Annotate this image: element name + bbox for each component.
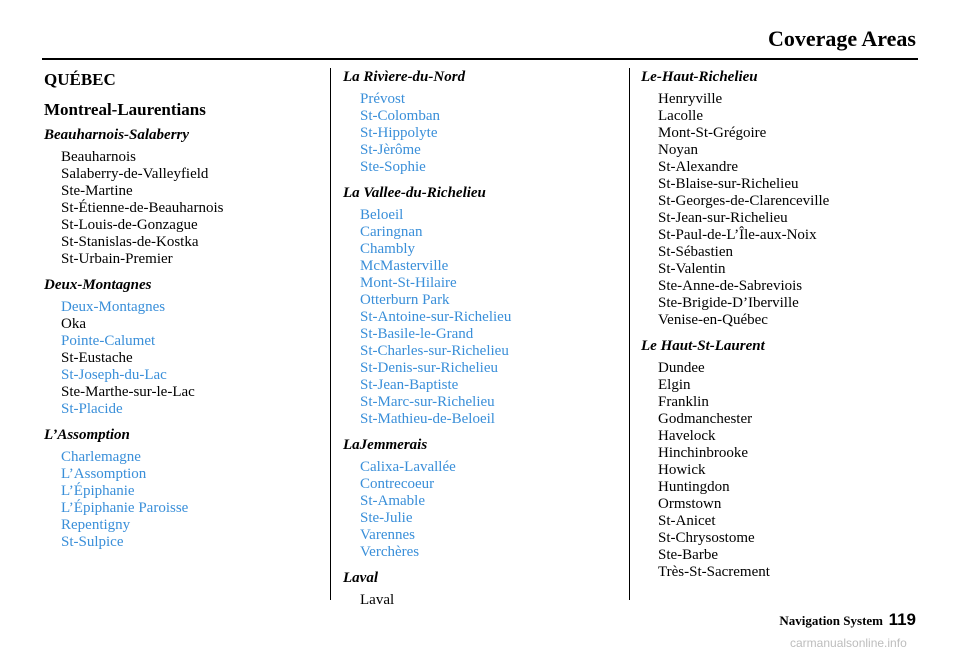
- place-name: Chambly: [360, 241, 415, 257]
- column-divider-2: [629, 68, 630, 600]
- place-name: St-Joseph-du-Lac: [61, 367, 167, 383]
- area-section: [44, 426, 324, 551]
- place-name: Venise-en-Québec: [658, 312, 768, 328]
- place-name: L’Assomption: [61, 466, 147, 482]
- place-name: St-Blaise-sur-Richelieu: [658, 176, 799, 192]
- place-name: Elgin: [658, 377, 691, 393]
- place-name: Deux-Montagnes: [61, 299, 166, 315]
- place-name: Pointe-Calumet: [61, 333, 156, 349]
- area-section: [343, 184, 623, 428]
- place-list: [61, 449, 324, 551]
- place-name: Ste-Sophie: [360, 159, 426, 175]
- section-title: Le Haut-St-Laurent: [641, 338, 765, 354]
- place-name: Otterburn Park: [360, 292, 450, 308]
- place-name: St-Basile-le-Grand: [360, 326, 474, 342]
- place-name: Salaberry-de-Valleyfield: [61, 166, 209, 182]
- place-list: [360, 91, 623, 176]
- place-name: McMasterville: [360, 258, 449, 274]
- place-name: Havelock: [658, 428, 716, 444]
- place-name: Verchères: [360, 544, 420, 560]
- place-name: Prévost: [360, 91, 405, 107]
- section-title: La Rivìere-du-Nord: [343, 69, 466, 85]
- place-name: St-Sulpice: [61, 534, 124, 550]
- place-name: St-Marc-sur-Richelieu: [360, 394, 495, 410]
- column-3-sections: [641, 68, 931, 581]
- place-name: Contrecoeur: [360, 476, 435, 492]
- place-name: Beauharnois: [61, 149, 136, 165]
- place-name: Ste-Martine: [61, 183, 133, 199]
- column-2: [343, 68, 623, 617]
- region-heading: Montreal-Laurentians: [44, 100, 206, 119]
- area-section: [343, 436, 623, 561]
- footer-label: Navigation System: [779, 613, 883, 628]
- section-title: Laval: [343, 570, 378, 586]
- place-name: St-Jèrôme: [360, 142, 421, 158]
- place-name: Noyan: [658, 142, 698, 158]
- place-name: St-Stanislas-de-Kostka: [61, 234, 199, 250]
- place-name: St-Placide: [61, 401, 123, 417]
- section-title: La Vallee-du-Richelieu: [343, 185, 486, 201]
- place-name: St-Denis-sur-Richelieu: [360, 360, 499, 376]
- place-name: Ste-Julie: [360, 510, 413, 526]
- place-name: St-Eustache: [61, 350, 133, 366]
- column-1: [44, 68, 324, 559]
- place-name: Henryville: [658, 91, 723, 107]
- section-title: Le-Haut-Richelieu: [641, 69, 758, 85]
- place-name: St-Urbain-Premier: [61, 251, 173, 267]
- place-name: St-Étienne-de-Beauharnois: [61, 200, 224, 216]
- place-name: St-Anicet: [658, 513, 716, 529]
- place-name: Calixa-Lavallée: [360, 459, 456, 475]
- place-name: Mont-St-Hilaire: [360, 275, 457, 291]
- place-name: Ste-Marthe-sur-le-Lac: [61, 384, 195, 400]
- place-name: Mont-St-Grégoire: [658, 125, 767, 141]
- header-rule: [42, 58, 918, 60]
- place-name: St-Jean-Baptiste: [360, 377, 459, 393]
- place-name: St-Charles-sur-Richelieu: [360, 343, 509, 359]
- area-section: [44, 126, 324, 268]
- area-section: [343, 569, 623, 609]
- place-name: Charlemagne: [61, 449, 141, 465]
- place-name: Hinchinbrooke: [658, 445, 748, 461]
- column-2-sections: [343, 68, 623, 609]
- section-title: Beauharnois-Salaberry: [44, 127, 190, 143]
- place-name: Beloeil: [360, 207, 404, 223]
- province-heading: QUÉBEC: [44, 70, 116, 89]
- place-name: Varennes: [360, 527, 415, 543]
- place-name: St-Louis-de-Gonzague: [61, 217, 198, 233]
- place-name: Lacolle: [658, 108, 703, 124]
- area-section: [641, 337, 931, 581]
- area-section: [641, 68, 931, 329]
- place-name: Ste-Barbe: [658, 547, 718, 563]
- place-list: [61, 299, 324, 418]
- place-name: St-Antoine-sur-Richelieu: [360, 309, 512, 325]
- place-name: Godmanchester: [658, 411, 753, 427]
- place-list: [360, 459, 623, 561]
- place-name: Huntingdon: [658, 479, 730, 495]
- place-name: St-Chrysostome: [658, 530, 755, 546]
- area-section: [343, 68, 623, 176]
- place-name: Très-St-Sacrement: [658, 564, 770, 580]
- place-name: St-Paul-de-L’Île-aux-Noix: [658, 227, 817, 243]
- section-title: Deux-Montagnes: [44, 277, 152, 293]
- place-name: St-Hippolyte: [360, 125, 438, 141]
- place-name: Ste-Brigide-D’Iberville: [658, 295, 799, 311]
- column-3: [641, 68, 931, 589]
- place-name: Caringnan: [360, 224, 423, 240]
- place-name: St-Jean-sur-Richelieu: [658, 210, 788, 226]
- column-1-sections: [44, 126, 324, 551]
- place-name: Ste-Anne-de-Sabreviois: [658, 278, 803, 294]
- column-divider-1: [330, 68, 331, 600]
- place-list: [658, 360, 931, 581]
- section-title: L’Assomption: [44, 427, 130, 443]
- place-name: Laval: [360, 592, 395, 608]
- page-title: Coverage Areas: [767, 26, 916, 51]
- place-list: [658, 91, 931, 329]
- place-name: Oka: [61, 316, 86, 332]
- watermark: carmanualsonline.info: [790, 636, 907, 650]
- place-name: L’Épiphanie: [61, 483, 135, 499]
- place-name: Ormstown: [658, 496, 722, 512]
- place-name: St-Colomban: [360, 108, 441, 124]
- area-section: [44, 276, 324, 418]
- place-name: Dundee: [658, 360, 705, 376]
- place-name: St-Valentin: [658, 261, 726, 277]
- place-name: L’Épiphanie Paroisse: [61, 500, 189, 516]
- place-list: [360, 592, 623, 609]
- place-name: Howick: [658, 462, 706, 478]
- place-name: St-Mathieu-de-Beloeil: [360, 411, 495, 427]
- place-list: [360, 207, 623, 428]
- place-name: St-Alexandre: [658, 159, 738, 175]
- section-title: LaJemmerais: [343, 437, 428, 453]
- place-list: [61, 149, 324, 268]
- place-name: St-Georges-de-Clarenceville: [658, 193, 830, 209]
- place-name: St-Sébastien: [658, 244, 733, 260]
- place-name: St-Amable: [360, 493, 425, 509]
- place-name: Franklin: [658, 394, 709, 410]
- place-name: Repentigny: [61, 517, 131, 533]
- page-number: 119: [888, 610, 916, 629]
